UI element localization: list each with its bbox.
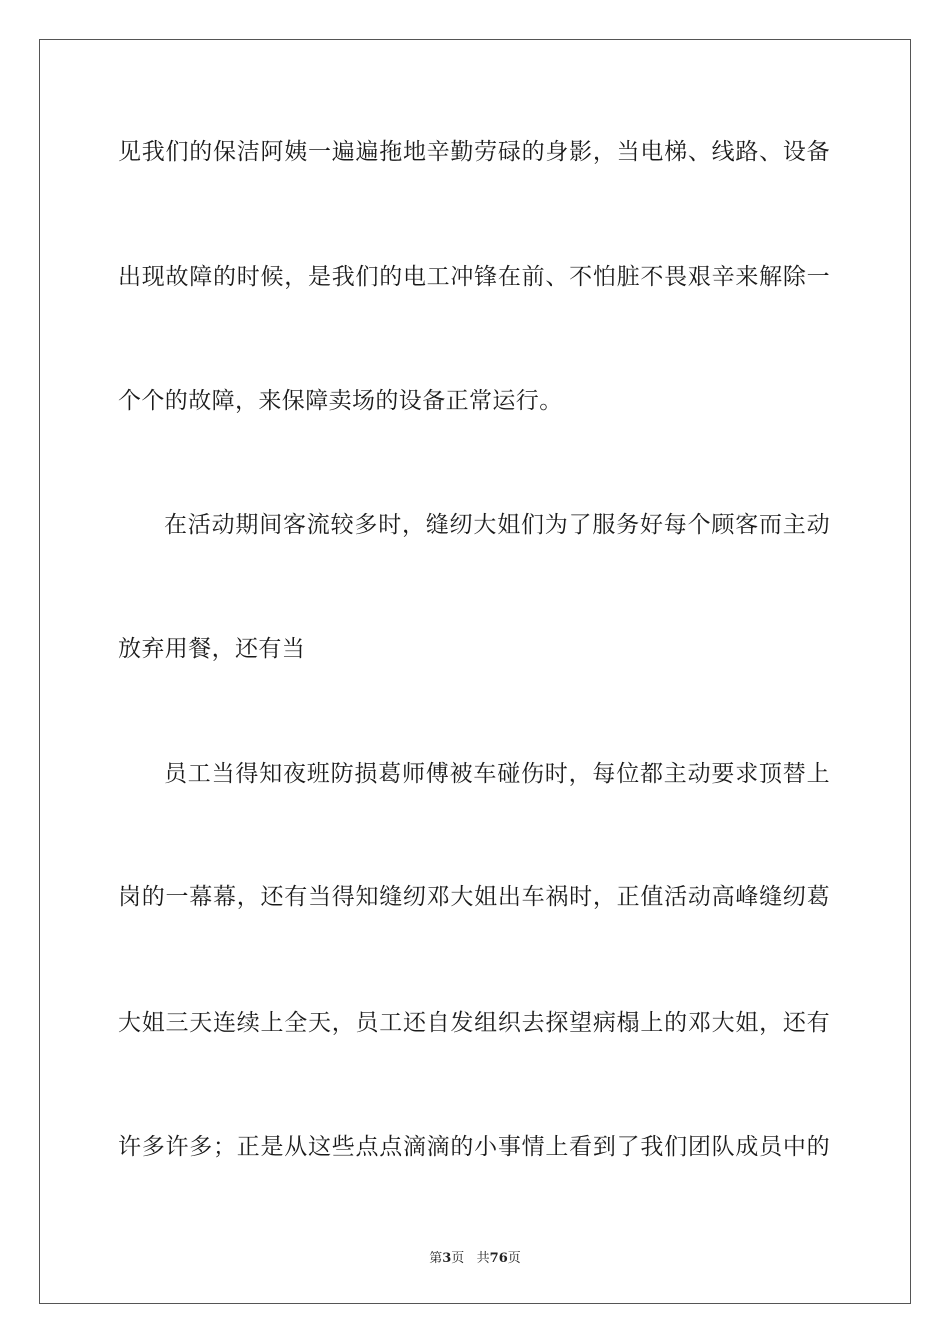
text-line-8: 大姐三天连续上全天，员工还自发组织去探望病榻上的邓大姐，还有: [118, 1010, 830, 1036]
footer-suffix: 页: [507, 1251, 521, 1266]
text-line-2: 出现故障的时候，是我们的电工冲锋在前、不怕脏不畏艰辛来解除一: [118, 264, 830, 290]
text-line-5: 放弃用餐，还有当: [118, 636, 306, 662]
footer-page-number: 3: [442, 1251, 452, 1266]
footer-total-pages: 76: [489, 1251, 508, 1266]
text-line-9: 许多许多；正是从这些点点滴滴的小事情上看到了我们团队成员中的: [118, 1134, 830, 1160]
footer-middle: 页 共: [451, 1251, 490, 1266]
page-footer: [0, 1247, 950, 1266]
text-line-7: 岗的一幕幕，还有当得知缝纫邓大姐出车祸时，正值活动高峰缝纫葛: [118, 884, 830, 910]
text-line-6: 员工当得知夜班防损葛师傅被车碰伤时，每位都主动要求顶替上: [164, 761, 830, 787]
page-border: [39, 39, 911, 1304]
text-line-4: 在活动期间客流较多时，缝纫大姐们为了服务好每个顾客而主动: [164, 512, 830, 538]
text-line-1: 见我们的保洁阿姨一遍遍拖地辛勤劳碌的身影，当电梯、线路、设备: [118, 139, 830, 165]
text-line-3: 个个的故障，来保障卖场的设备正常运行。: [118, 388, 563, 414]
footer-prefix: 第: [429, 1251, 443, 1266]
